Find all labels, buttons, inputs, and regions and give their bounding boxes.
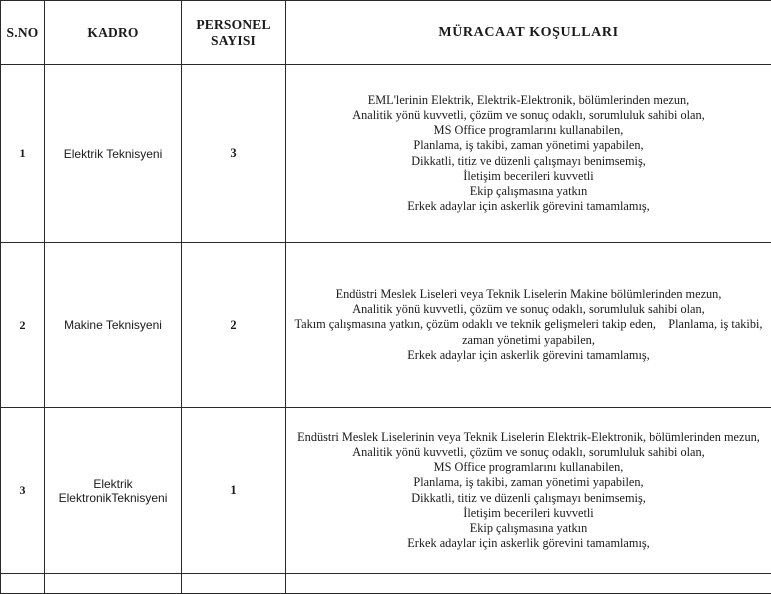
row-personel-sayisi: 2 xyxy=(182,243,286,408)
kadro-line: Elektrik Teknisyeni xyxy=(45,147,181,161)
table-row xyxy=(1,408,771,574)
row-personel-sayisi: 1 xyxy=(182,408,286,574)
condition-line: EML'lerinin Elektrik, Elektrik-Elektronik, bölümlerinden mezun, xyxy=(288,93,769,108)
header-kadro: KADRO xyxy=(45,1,182,65)
header-sno: S.NO xyxy=(1,1,45,65)
header-personel-line1: PERSONEL xyxy=(182,17,285,33)
condition-line: Endüstri Meslek Liselerinin veya Teknik Liselerin Elektrik-Elektronik, bölümlerinden mezun, xyxy=(288,430,769,445)
condition-line: Erkek adaylar için askerlik görevini tamamlamış, xyxy=(288,199,769,214)
row-number: 2 xyxy=(1,243,45,408)
header-personel-sayisi xyxy=(182,1,286,65)
header-personel-line2: SAYISI xyxy=(182,33,285,49)
row-conditions xyxy=(286,243,771,408)
row-personel-sayisi: 3 xyxy=(182,65,286,243)
row-conditions xyxy=(286,65,771,243)
condition-line: Erkek adaylar için askerlik görevini tamamlamış, xyxy=(288,348,769,363)
condition-line: Dikkatli, titiz ve düzenli çalışmayı benimsemiş, xyxy=(288,491,769,506)
condition-line: Endüstri Meslek Liseleri veya Teknik Liselerin Makine bölümlerinden mezun, xyxy=(288,287,769,302)
condition-line: Planlama, iş takibi, zaman yönetimi yapabilen, xyxy=(288,138,769,153)
row-kadro xyxy=(45,408,182,574)
kadro-line: ElektronikTeknisyeni xyxy=(45,491,181,505)
kadro-line: Elektrik xyxy=(45,477,181,491)
condition-line: Analitik yönü kuvvetli, çözüm ve sonuç odaklı, sorumluluk sahibi olan, xyxy=(288,445,769,460)
condition-line: MS Office programlarını kullanabilen, xyxy=(288,123,769,138)
condition-line: Erkek adaylar için askerlik görevini tamamlamış, xyxy=(288,536,769,551)
condition-line: Analitik yönü kuvvetli, çözüm ve sonuç odaklı, sorumluluk sahibi olan, xyxy=(288,302,769,317)
condition-line: MS Office programlarını kullanabilen, xyxy=(288,460,769,475)
table-row-partial xyxy=(1,574,771,594)
condition-line: Analitik yönü kuvvetli, çözüm ve sonuç odaklı, sorumluluk sahibi olan, xyxy=(288,108,769,123)
row-conditions xyxy=(286,408,771,574)
kadro-line: Makine Teknisyeni xyxy=(45,318,181,332)
table-header-row xyxy=(1,1,771,65)
condition-line: Dikkatli, titiz ve düzenli çalışmayı benimsemiş, xyxy=(288,154,769,169)
row-kadro xyxy=(45,243,182,408)
condition-line: Ekip çalışmasına yatkın xyxy=(288,184,769,199)
condition-line: İletişim becerileri kuvvetli xyxy=(288,169,769,184)
condition-line: Ekip çalışmasına yatkın xyxy=(288,521,769,536)
header-muracaat-kosullari: MÜRACAAT KOŞULLARI xyxy=(286,1,771,65)
condition-line: Planlama, iş takibi, zaman yönetimi yapabilen, xyxy=(288,475,769,490)
table-row xyxy=(1,243,771,408)
row-number: 1 xyxy=(1,65,45,243)
table-row xyxy=(1,65,771,243)
condition-line: İletişim becerileri kuvvetli xyxy=(288,506,769,521)
row-kadro xyxy=(45,65,182,243)
condition-line: zaman yönetimi yapabilen, xyxy=(288,333,769,348)
row-number: 3 xyxy=(1,408,45,574)
condition-line: Takım çalışmasına yatkın, çözüm odaklı ve teknik gelişmeleri takip eden, Planlama, iş takibi, xyxy=(288,317,769,332)
